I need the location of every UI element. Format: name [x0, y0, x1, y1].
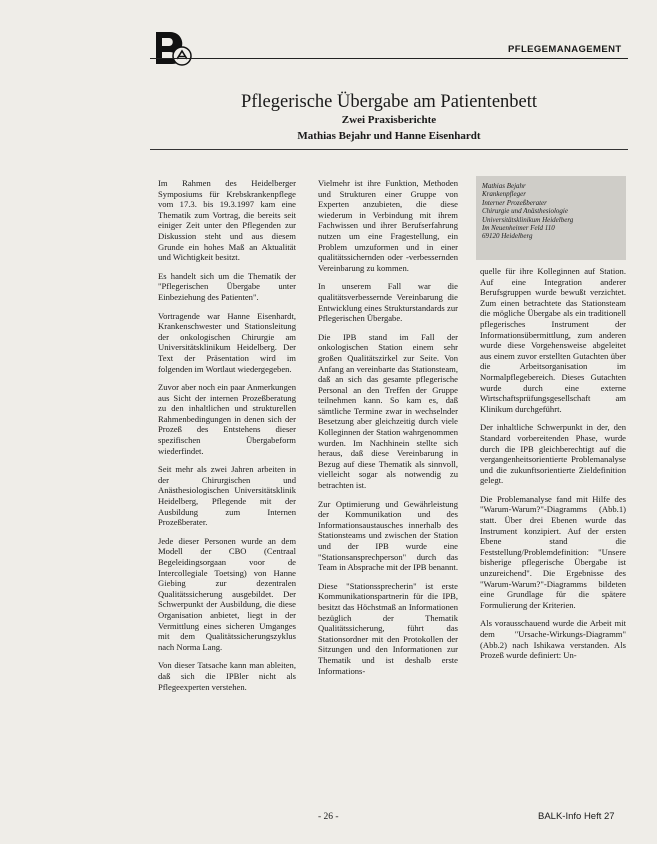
author-info-box	[476, 176, 626, 260]
paragraph: Es handelt sich um die Thematik der "Pflegerischen Übergabe unter Einbeziehung des Patienten".	[158, 270, 296, 302]
paragraph: In unserem Fall war die qualitätsverbessernde Vereinbarung die Entwicklung eines Strukturstandards zur Pflegerischen Übergabe.	[318, 281, 458, 324]
paragraph: Seit mehr als zwei Jahren arbeiten in der Chirurgischen und Anästhesiologischen Universitätsklinik Heidelberg, Pflegende mit der Ausbildung zum Internen Prozeßberater.	[158, 464, 296, 528]
author-info-line: Im Neuenheimer Feld 110	[482, 224, 555, 233]
article-authors: Mathias Bejahr und Hanne Eisenhardt	[297, 130, 481, 142]
paragraph: Zur Optimierung und Gewährleistung der Kommunikation und des Informationsaustausches innerhalb des Stationsteams und zwischen der Station und der IPB wurde eine "Stationsansprechperson" durch das Team in Absprache mit der IPB benannt.	[318, 498, 458, 573]
paragraph: Als vorausschauend wurde die Arbeit mit dem "Ursache-Wirkungs-Diagramm" (Abb.2) nach Ishikawa verstanden. Als Prozeß wurde definiert: Un-	[480, 618, 626, 661]
author-info-line: Krankenpfleger	[482, 190, 526, 199]
paragraph: Vielmehr ist ihre Funktion, Methoden und Strukturen einer Gruppe von Experten anzubieten, die diese wiederum in Verbindung mit ihrem Fachwissen und ihrer Berufserfahrung nutzen um eine Fragestellung, ein Problem umzuformen und in einer qualitätssichernden oder -verbessernden Vereinbarung zu kommen.	[318, 178, 458, 273]
header-rule	[150, 58, 628, 59]
balk-logo	[152, 28, 194, 68]
title-rule	[150, 149, 628, 150]
author-info-line: Mathias Bejahr	[482, 182, 526, 190]
paragraph: Zuvor aber noch ein paar Anmerkungen aus Sicht der internen Prozeßberatung zu den inhaltlichen und strukturellen Rahmenbedingungen in denen sich der Prozeß des Entstehens dieser spezifischen Übergabeform wiederfindet.	[158, 382, 296, 456]
article-title: Pflegerische Übergabe am Patientenbett	[240, 92, 538, 112]
paragraph: Diese "Stationssprecherin" ist erste Kommunikationspartnerin für die IPB, besitzt das Höchstmaß an Informationen bezüglich der Thematik Qualitätssicherung, führt das Stationsordner mit den Protokollen der Sitzungen und den Informationen zur Thematik und ist deshalb erste Informations-	[318, 580, 458, 676]
section-label: PFLEGEMANAGEMENT	[508, 44, 622, 55]
text-column-1	[158, 178, 296, 818]
paragraph: Die IPB stand im Fall der onkologischen Station einem sehr großen Qualitätszirkel zur Seite. Von Anfang an vereinbarte das Stationsteam, daß an sich das gesamte pflegerische Personal an den Treffen der Gruppe teilnehmen kann. So kam es, daß sämtliche Termine zwar in wechselnder Besetzung aber gleichzeitig durch viele Kolleginnen der Station wahrgenommen wurden. Im Nachhinein stellte sich heraus, daß diese Vereinbarung in Bezug auf diese Thematik als sinnvoll, vielleicht sogar als notwendig zu betrachten ist.	[318, 331, 458, 491]
paragraph: Von dieser Tatsache kann man ableiten, daß sich die IPBler nicht als Pflegeexperten verstehen.	[158, 660, 296, 692]
paragraph: Jede dieser Personen wurde an dem Modell der CBO (Centraal Begeleidingsorgaan voor de Intercollegiale Toetsing) von Hanne Giebing zur dezentralen Qualitätssicherung ausgebildet. Der Schwerpunkt der Ausbildung, die diese Organisation anbietet, liegt in der Vermittlung eines sicheren Umganges mit dem Qualitätssicherungszyklus nach Norma Lang.	[158, 535, 296, 652]
author-info-line: Chirurgie und Anästhesiologie	[482, 207, 568, 216]
article-subtitle: Zwei Praxisberichte	[341, 114, 437, 126]
text-column-2	[318, 178, 458, 818]
paragraph: Im Rahmen des Heidelberger Symposiums für Krebskrankenpflege vom 17.3. bis 19.3.1997 kam eine Thematik zum Vortrag, die bereits seit einiger Zeit unter den Pflegenden zur Diskussion steht und aus diesem Grunde ein hohes Maß an Aktualität und Wichtigkeit besitzt.	[158, 178, 296, 263]
author-info-line: Interner Prozeßberater	[482, 198, 547, 207]
paragraph: quelle für ihre Kolleginnen auf Station. Auf eine Integration anderer Berufsgruppen wurde bewußt verzichtet. Zum einen betrachtete das Stationsteam die mögliche Übergabe als ein traditionell pflegerisches Instrument der Informationsübermittlung, zum anderen wurde diese Vorgehensweise abgeleitet aus einem zuvor erstellten Gutachten über die Arbeitsorganisation im Normalpflegebereich. Dieses Gutachten wurde durch eine externe Wirtschaftsprüfungsgesellschaft am Klinikum durchgeführt.	[480, 266, 626, 414]
paragraph: Vortragende war Hanne Eisenhardt, Krankenschwester und Stationsleitung der onkologischen Chirurgie am Universitätsklinikum Heidelberg. Der Text der Präsentation wird im folgenden im Wortlaut wiedergegeben.	[158, 310, 296, 374]
text-column-3	[480, 266, 626, 826]
author-info-line: 69120 Heidelberg	[482, 232, 533, 241]
page-number: - 26 -	[318, 812, 339, 822]
paragraph: Der inhaltliche Schwerpunkt in der, den Standard vorbereitenden Phase, wurde durch die IPB gleichberechtigt auf die vergangenheitsorientierte Problemanalyse und die zukunftsorientierte Zieldefinition gelegt.	[480, 422, 626, 486]
publication-info: BALK-Info Heft 27	[538, 811, 615, 822]
paragraph: Die Problemanalyse fand mit Hilfe des "Warum-Warum?"-Diagramms (Abb.1) statt. Über drei Ebenen wurde das Instrument konzipiert. Auf der ersten Ebene stand die Feststellung/Problemdefinition: "Unsere bisherige pflegerische Übergabe ist unzureichend". Die Ergebnisse des "Warum-Warum?"-Diagramms bildeten eine Grundlage für die spätere Formulierung der Kriterien.	[480, 493, 626, 610]
author-info-line: Universitätsklinikum Heidelberg	[482, 215, 574, 224]
